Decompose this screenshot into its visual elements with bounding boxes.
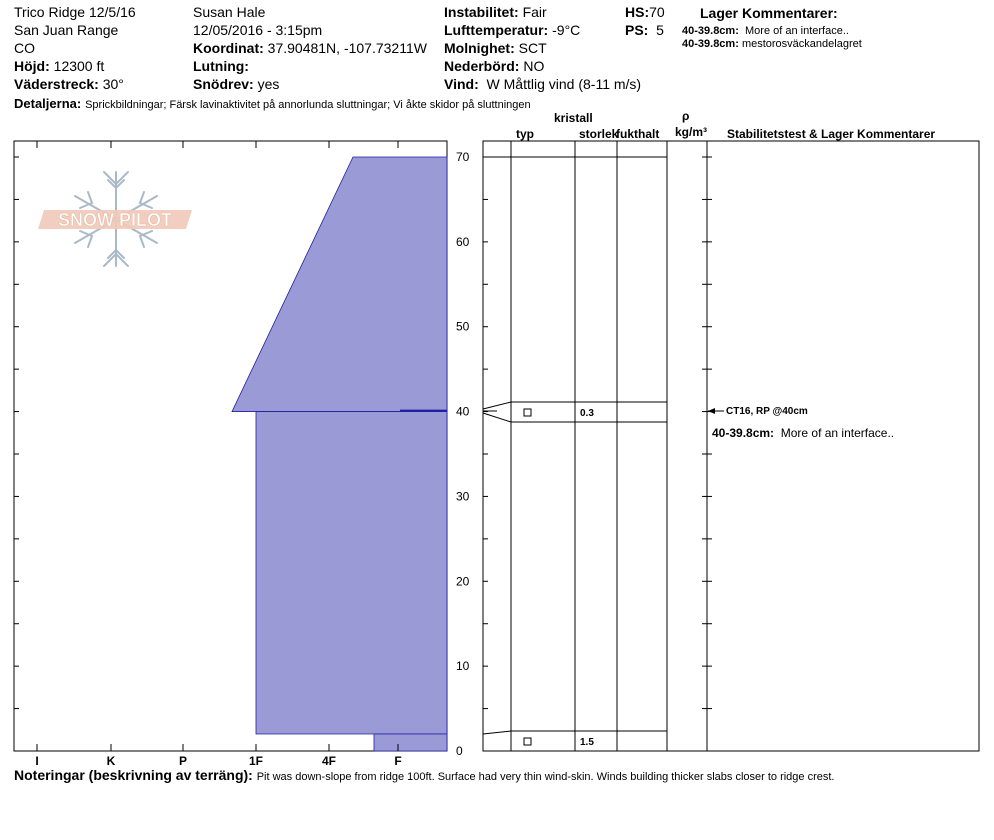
sky-label: Molnighet:	[444, 40, 515, 56]
layer-table-frame	[483, 141, 979, 751]
hardness-label-4F: 4F	[321, 754, 337, 768]
depth-label: 10	[456, 659, 470, 674]
site-name: Trico Ridge 12/5/16	[14, 4, 136, 20]
precip-label: Nederbörd:	[444, 58, 520, 74]
hardness-layer-1	[232, 157, 447, 412]
wind-label: Vind:	[444, 76, 479, 92]
details-label: Detaljerna:	[14, 96, 82, 111]
blowing-snow-value: yes	[257, 76, 280, 92]
observation-datetime: 12/05/2016 - 3:15pm	[193, 22, 323, 38]
state-name: CO	[14, 40, 35, 56]
coordinate-value: 37.90481N, -107.73211W	[267, 40, 427, 56]
hs-label: HS:	[625, 4, 650, 20]
header-fukthalt: fukthalt	[616, 127, 660, 141]
coordinate-label: Koordinat:	[193, 40, 264, 56]
sky-row	[444, 40, 547, 56]
hs-value: 70	[649, 4, 665, 20]
precip-row	[444, 58, 544, 74]
hardness-label-F: F	[394, 754, 402, 768]
hardness-label-K: K	[106, 754, 116, 768]
notes-row	[14, 767, 834, 784]
hs-row	[625, 4, 665, 20]
stability-value: Fair	[522, 4, 547, 20]
stability-comment: 40-39.8cm: More of an interface..	[712, 426, 895, 440]
hardness-label-1F: 1F	[248, 754, 264, 768]
slope-row	[193, 58, 249, 74]
aspect-row	[14, 76, 124, 92]
header-density-unit: kg/m³	[675, 125, 708, 139]
details-value: Sprickbildningar; Färsk lavinaktivitet på annorlunda sluttningar; Vi åkte skidor på sluttningen	[85, 99, 531, 111]
stability-label: Instabilitet:	[444, 4, 519, 20]
air-temp-label: Lufttemperatur:	[444, 22, 549, 38]
header-kristall: kristall	[554, 111, 593, 125]
stability-arrow-icon	[708, 408, 724, 414]
air-temp-value: -9°C	[552, 22, 581, 38]
air-temp-row	[444, 22, 580, 38]
details-row	[14, 95, 531, 112]
depth-label: 0	[456, 744, 463, 758]
ps-label: PS:	[625, 22, 649, 38]
snow-pilot-logo	[38, 172, 192, 266]
depth-label: 30	[456, 489, 470, 504]
notes-value: Pit was down-slope from ridge 100ft. Surface had very thin wind-skin. Winds building thicker slabs closer to ridge crest.	[256, 771, 835, 783]
layer-comment-2: 40-39.8cm: mestorosväckandelagret	[682, 38, 862, 50]
layer-comments-title: Lager Kommentarer:	[700, 5, 838, 21]
header-stability: Stabilitetstest & Lager Kommentarer	[727, 127, 936, 141]
depth-label: 60	[456, 234, 470, 249]
elevation-value: 12300 ft	[53, 58, 105, 74]
notes-label: Noteringar (beskrivning av terräng):	[14, 767, 253, 783]
stability-test-label: CT16, RP @40cm	[726, 406, 808, 417]
depth-label: 50	[456, 319, 470, 334]
crystal-size-cell: 0.3	[580, 408, 594, 419]
hardness-label-I: I	[35, 754, 39, 768]
depth-axis-labels	[456, 150, 470, 758]
header-storlek: storlek	[579, 127, 619, 141]
aspect-value: 30°	[102, 76, 124, 92]
elevation-label: Höjd:	[14, 58, 50, 74]
header-typ: typ	[516, 127, 534, 141]
depth-label: 70	[456, 150, 470, 164]
crystal-size-cell: 1.5	[580, 737, 594, 748]
wind-row	[444, 76, 641, 92]
blowing-snow-label: Snödrev:	[193, 76, 254, 92]
crystal-type-icon	[524, 738, 531, 745]
precip-value: NO	[523, 58, 545, 74]
ps-row	[625, 22, 664, 38]
right-axis-ticks	[483, 157, 712, 751]
depth-label: 40	[456, 404, 470, 419]
hardness-label-P: P	[178, 754, 188, 768]
stability-row	[444, 4, 547, 20]
depth-label: 20	[456, 574, 470, 589]
coordinate-row	[193, 40, 427, 56]
layer-comment-1: 40-39.8cm: More of an interface..	[682, 25, 849, 37]
hardness-layer-3	[374, 734, 447, 751]
wind-value: W Måttlig vind (8-11 m/s)	[486, 76, 642, 92]
crystal-type-icon	[524, 409, 531, 416]
elevation-row	[14, 58, 104, 74]
hardness-profile-area	[232, 157, 447, 751]
sky-value: SCT	[518, 40, 547, 56]
logo-text: SNOW PILOT	[58, 210, 172, 230]
ps-value: 5	[656, 22, 664, 38]
hardness-layer-2	[256, 412, 447, 734]
rho-symbol: ρ	[682, 109, 690, 123]
left-axis-ticks	[14, 157, 19, 751]
blowing-snow-row	[193, 76, 279, 92]
slope-label: Lutning:	[193, 58, 249, 74]
range-name: San Juan Range	[14, 22, 119, 38]
observer-name: Susan Hale	[193, 4, 266, 20]
aspect-label: Väderstreck:	[14, 76, 99, 92]
